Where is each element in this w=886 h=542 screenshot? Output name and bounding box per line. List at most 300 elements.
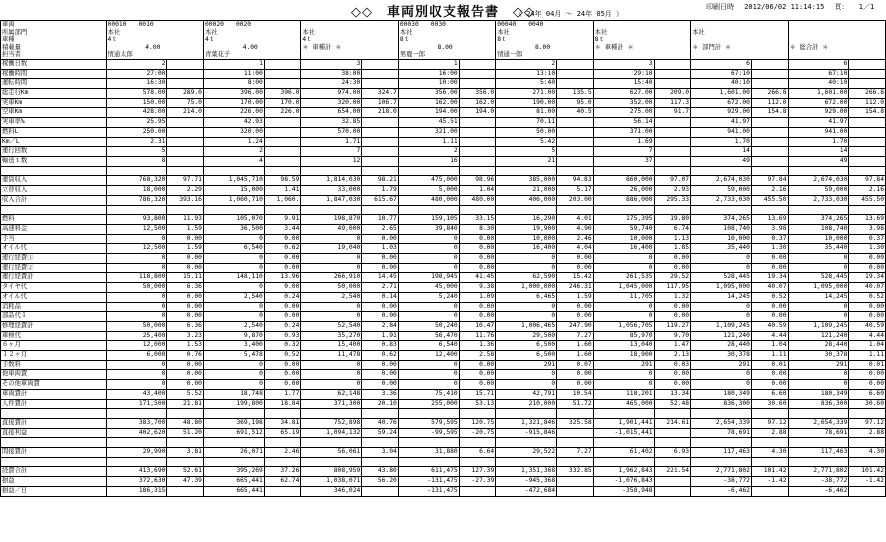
- ratio-cell: 356.0: [459, 89, 496, 99]
- ratio-cell: 455.50: [849, 195, 886, 205]
- ratio-cell: [167, 137, 204, 147]
- data-row: [1, 224, 886, 234]
- row-label: 実車率%: [1, 118, 107, 128]
- data-row: [1, 292, 886, 302]
- spacer-cell: [301, 205, 362, 215]
- ratio-cell: 0.00: [751, 302, 788, 312]
- ratio-cell: 14.45: [362, 273, 399, 283]
- value-cell: 2,771,802: [788, 467, 849, 477]
- ratio-cell: 1.59: [167, 224, 204, 234]
- value-cell: 2,654,339: [788, 418, 849, 428]
- ratio-cell: 13.69: [849, 215, 886, 225]
- value-cell: 15,400: [301, 341, 362, 351]
- value-cell: 7: [301, 147, 362, 157]
- value-cell: 1.11: [398, 137, 459, 147]
- value-cell: 5.42: [496, 137, 557, 147]
- spacer-cell: [788, 166, 849, 176]
- ratio-cell: 112.0: [849, 98, 886, 108]
- value-cell: 1,847,030: [301, 195, 362, 205]
- value-cell: 78,691: [691, 428, 752, 438]
- row-label: 燃料L: [1, 127, 107, 137]
- value-cell: 10,000: [496, 234, 557, 244]
- value-cell: 15:40: [593, 79, 654, 89]
- ratio-cell: [362, 147, 399, 157]
- vehicle-dept: 本社: [204, 28, 218, 36]
- ratio-cell: 40.76: [362, 418, 399, 428]
- ratio-cell: 2.46: [264, 448, 301, 458]
- value-cell: 1.71: [301, 137, 362, 147]
- value-cell: 12,500: [106, 224, 167, 234]
- print-meta: [706, 2, 880, 12]
- ratio-cell: 56.20: [362, 477, 399, 487]
- spacer-cell: [751, 205, 788, 215]
- ratio-cell: [459, 69, 496, 79]
- value-cell: 2.31: [106, 137, 167, 147]
- value-cell: 194.00: [398, 108, 459, 118]
- value-cell: 0: [593, 254, 654, 264]
- value-cell: 26,000: [593, 186, 654, 196]
- value-cell: 570.00: [301, 127, 362, 137]
- ratio-cell: 4.30: [751, 448, 788, 458]
- data-row: [1, 137, 886, 147]
- value-cell: 1.24: [203, 137, 264, 147]
- value-cell: 8: [106, 157, 167, 167]
- header-label: 担当者: [2, 51, 21, 59]
- ratio-cell: 0.93: [264, 331, 301, 341]
- value-cell: 0: [496, 312, 557, 322]
- ratio-cell: [264, 79, 301, 89]
- value-cell: 672.00: [788, 98, 849, 108]
- ratio-cell: [557, 118, 594, 128]
- spacer-cell: [459, 457, 496, 467]
- value-cell: 1,056,705: [593, 321, 654, 331]
- ratio-cell: 94.83: [557, 176, 594, 186]
- value-cell: 6,500: [496, 341, 557, 351]
- ratio-cell: 0.00: [849, 312, 886, 322]
- value-cell: -1,076,843: [593, 477, 654, 487]
- ratio-cell: 98.96: [459, 176, 496, 186]
- ratio-cell: -1.42: [751, 477, 788, 487]
- value-cell: 11:00: [203, 69, 264, 79]
- value-cell: 475,000: [398, 176, 459, 186]
- ratio-cell: 101.42: [849, 467, 886, 477]
- ratio-cell: 3.04: [362, 448, 399, 458]
- value-cell: 40:10: [691, 79, 752, 89]
- ratio-cell: 97.12: [751, 418, 788, 428]
- value-cell: 12,500: [106, 244, 167, 254]
- ratio-cell: 6.74: [654, 224, 691, 234]
- data-row: [1, 263, 886, 273]
- spacer-cell: [106, 166, 167, 176]
- ratio-cell: [557, 157, 594, 167]
- ratio-cell: 0.00: [167, 263, 204, 273]
- vehicle-header: [496, 21, 593, 60]
- row-label: 経費合計: [1, 467, 107, 477]
- ratio-cell: 95.0: [557, 98, 594, 108]
- page-number: 1／1: [858, 3, 875, 11]
- value-cell: 50,000: [106, 321, 167, 331]
- ratio-cell: [264, 127, 301, 137]
- value-cell: 1,095,000: [691, 283, 752, 293]
- ratio-cell: 1.36: [459, 341, 496, 351]
- value-cell: 14,245: [691, 292, 752, 302]
- ratio-cell: [557, 477, 594, 487]
- ratio-cell: [167, 69, 204, 79]
- value-cell: 2,771,802: [691, 467, 752, 477]
- ratio-cell: 1.77: [264, 389, 301, 399]
- value-cell: 320.00: [301, 98, 362, 108]
- spacer-cell: [459, 438, 496, 448]
- ratio-cell: 13.34: [654, 389, 691, 399]
- ratio-cell: 0.00: [167, 234, 204, 244]
- value-cell: 6,540: [398, 341, 459, 351]
- ratio-cell: 40.07: [751, 283, 788, 293]
- ratio-cell: 91.7: [654, 108, 691, 118]
- vehicle-code: 00020: [204, 21, 224, 28]
- ratio-cell: 4.44: [849, 331, 886, 341]
- ratio-cell: 19.80: [654, 215, 691, 225]
- ratio-cell: 112.0: [751, 98, 788, 108]
- ratio-cell: 0.62: [362, 351, 399, 361]
- value-cell: 0: [106, 263, 167, 273]
- data-row: [1, 477, 886, 487]
- value-cell: 29,500: [496, 331, 557, 341]
- value-cell: 2: [203, 147, 264, 157]
- row-label: 修理経費計: [1, 321, 107, 331]
- spacer-cell: [167, 166, 204, 176]
- value-cell: 0: [203, 370, 264, 380]
- value-cell: 1,962,843: [593, 467, 654, 477]
- row-label: 運行経費①: [1, 254, 107, 264]
- value-cell: 627.00: [593, 89, 654, 99]
- ratio-cell: 0.83: [362, 341, 399, 351]
- value-cell: 45,000: [398, 283, 459, 293]
- value-cell: 0: [398, 370, 459, 380]
- ratio-cell: 2.13: [654, 351, 691, 361]
- value-cell: 10,000: [593, 234, 654, 244]
- data-row: [1, 283, 886, 293]
- ratio-cell: 170.0: [264, 98, 301, 108]
- value-cell: 70.11: [496, 118, 557, 128]
- ratio-cell: 0.00: [264, 234, 301, 244]
- ratio-cell: [751, 127, 788, 137]
- ratio-cell: 0.00: [849, 263, 886, 273]
- value-cell: 121,240: [788, 331, 849, 341]
- vehicle-code: 00040: [497, 21, 517, 28]
- spacer-cell: [751, 409, 788, 419]
- ratio-cell: [654, 79, 691, 89]
- value-cell: 16,400: [593, 244, 654, 254]
- spacer-cell: [654, 438, 691, 448]
- row-label: 稼働時間: [1, 69, 107, 79]
- value-cell: 0: [398, 312, 459, 322]
- spacer-cell: [362, 438, 399, 448]
- ratio-cell: 1.59: [167, 244, 204, 254]
- ratio-cell: 0.00: [167, 380, 204, 390]
- value-cell: 0: [398, 380, 459, 390]
- ratio-cell: 0.00: [264, 263, 301, 273]
- ratio-cell: 0.00: [167, 292, 204, 302]
- value-cell: 59,740: [593, 224, 654, 234]
- data-row: [1, 312, 886, 322]
- spacer-cell: [264, 409, 301, 419]
- value-cell: 30,378: [691, 351, 752, 361]
- value-cell: 32.85: [301, 118, 362, 128]
- ratio-cell: 0.00: [459, 302, 496, 312]
- ratio-cell: 41.45: [459, 273, 496, 283]
- value-cell: 2,733,030: [691, 195, 752, 205]
- vehicle-type: 8ｔ: [497, 36, 508, 44]
- spacer-cell: [459, 409, 496, 419]
- ratio-cell: [654, 127, 691, 137]
- ratio-cell: 0.00: [362, 380, 399, 390]
- value-cell: 0: [398, 360, 459, 370]
- value-cell: 16,400: [496, 244, 557, 254]
- value-cell: 0: [106, 234, 167, 244]
- value-cell: 5: [496, 147, 557, 157]
- value-cell: 0: [788, 254, 849, 264]
- row-label: 運行回数: [1, 147, 107, 157]
- value-cell: 56.14: [593, 118, 654, 128]
- ratio-cell: 10.54: [557, 389, 594, 399]
- data-row: [1, 118, 886, 128]
- ratio-cell: [264, 486, 301, 496]
- spacer-cell: [849, 438, 886, 448]
- value-cell: 752,898: [301, 418, 362, 428]
- ratio-cell: 13.96: [264, 273, 301, 283]
- row-label: 損益／日: [1, 486, 107, 496]
- value-cell: 691,512: [203, 428, 264, 438]
- vehicle-type: 4ｔ: [302, 36, 313, 44]
- ratio-cell: 266.8: [751, 89, 788, 99]
- vehicle-type: 8ｔ: [399, 36, 410, 44]
- ratio-cell: 0.37: [849, 234, 886, 244]
- ratio-cell: 10.77: [362, 215, 399, 225]
- spacer-cell: [1, 409, 107, 419]
- value-cell: 1.70: [691, 137, 752, 147]
- ratio-cell: 9.38: [459, 283, 496, 293]
- ratio-cell: 15.11: [167, 273, 204, 283]
- ratio-cell: 75.0: [167, 98, 204, 108]
- ratio-cell: 615.67: [362, 195, 399, 205]
- spacer-row: [1, 409, 886, 419]
- ratio-cell: [362, 118, 399, 128]
- value-cell: 0: [593, 302, 654, 312]
- value-cell: 528,445: [788, 273, 849, 283]
- ratio-cell: 0.00: [362, 312, 399, 322]
- value-cell: 171,500: [106, 399, 167, 409]
- ratio-cell: 2.29: [167, 186, 204, 196]
- value-cell: 0: [203, 234, 264, 244]
- ratio-cell: 3.81: [167, 448, 204, 458]
- ratio-cell: 455.50: [751, 195, 788, 205]
- data-row: [1, 195, 886, 205]
- value-cell: 50.00: [496, 127, 557, 137]
- row-label: 手数料: [1, 360, 107, 370]
- vehicle-load: 8.00: [437, 43, 453, 51]
- ratio-cell: 246.31: [557, 283, 594, 293]
- spacer-cell: [362, 205, 399, 215]
- value-cell: 2,674,030: [788, 176, 849, 186]
- ratio-cell: [557, 137, 594, 147]
- value-cell: -99,595: [398, 428, 459, 438]
- value-cell: 320.00: [203, 127, 264, 137]
- spacer-cell: [654, 166, 691, 176]
- value-cell: 1,351,368: [496, 467, 557, 477]
- ratio-cell: 214.0: [167, 108, 204, 118]
- value-cell: 35,270: [301, 331, 362, 341]
- spacer-cell: [788, 457, 849, 467]
- value-cell: 38:00: [301, 69, 362, 79]
- spacer-cell: [849, 409, 886, 419]
- value-cell: 2: [106, 59, 167, 69]
- ratio-cell: 0.00: [654, 370, 691, 380]
- value-cell: 9,870: [203, 331, 264, 341]
- value-cell: 0: [301, 380, 362, 390]
- ratio-cell: [654, 69, 691, 79]
- ratio-cell: 15.71: [459, 389, 496, 399]
- spacer-cell: [203, 457, 264, 467]
- value-cell: 11,705: [593, 292, 654, 302]
- row-label: ６ヶ月: [1, 341, 107, 351]
- value-cell: 396.00: [203, 89, 264, 99]
- value-cell: 93,800: [106, 215, 167, 225]
- vehicle-type: 4ｔ: [107, 36, 118, 44]
- ratio-cell: 0.03: [654, 360, 691, 370]
- vehicle-dept: 本社: [302, 28, 315, 36]
- ratio-cell: 0.00: [751, 254, 788, 264]
- value-cell: 1,814,030: [301, 176, 362, 186]
- value-cell: 1,601.00: [788, 89, 849, 99]
- print-date-label: 印刷日時: [706, 3, 734, 11]
- row-label: 収入合計: [1, 195, 107, 205]
- value-cell: 28,440: [691, 341, 752, 351]
- value-cell: 372,630: [106, 477, 167, 487]
- ratio-cell: 43.80: [362, 467, 399, 477]
- ratio-cell: [557, 486, 594, 496]
- row-label: 損益: [1, 477, 107, 487]
- value-cell: 275.00: [593, 108, 654, 118]
- value-cell: 0: [691, 302, 752, 312]
- value-cell: 941.00: [691, 127, 752, 137]
- value-cell: 0: [301, 263, 362, 273]
- spacer-cell: [593, 457, 654, 467]
- spacer-cell: [459, 205, 496, 215]
- ratio-cell: [654, 486, 691, 496]
- ratio-cell: 0.00: [264, 254, 301, 264]
- spacer-cell: [362, 166, 399, 176]
- ratio-cell: 154.8: [849, 108, 886, 118]
- spacer-cell: [691, 409, 752, 419]
- value-cell: 0: [788, 302, 849, 312]
- ratio-cell: 0.52: [849, 292, 886, 302]
- spacer-cell: [691, 166, 752, 176]
- value-cell: 0: [203, 263, 264, 273]
- ratio-cell: 53.13: [459, 399, 496, 409]
- ratio-cell: 9.91: [264, 215, 301, 225]
- value-cell: 291: [788, 360, 849, 370]
- data-row: [1, 176, 886, 186]
- value-cell: 1.69: [593, 137, 654, 147]
- spacer-cell: [788, 409, 849, 419]
- ratio-cell: 1.53: [167, 341, 204, 351]
- ratio-cell: [654, 428, 691, 438]
- value-cell: 108,740: [691, 224, 752, 234]
- ratio-cell: 97.12: [849, 418, 886, 428]
- ratio-cell: [751, 59, 788, 69]
- row-label: 手当: [1, 234, 107, 244]
- value-cell: 49: [691, 157, 752, 167]
- value-cell: 0: [593, 312, 654, 322]
- ratio-cell: [167, 127, 204, 137]
- spacer-cell: [398, 166, 459, 176]
- ratio-cell: 117.95: [654, 283, 691, 293]
- value-cell: 75,410: [398, 389, 459, 399]
- spacer-cell: [203, 166, 264, 176]
- data-row: [1, 98, 886, 108]
- ratio-cell: 30.60: [751, 399, 788, 409]
- value-cell: 56,061: [301, 448, 362, 458]
- ratio-cell: 0.00: [264, 312, 301, 322]
- value-cell: 291: [691, 360, 752, 370]
- ratio-cell: 1.04: [459, 186, 496, 196]
- value-cell: 37: [593, 157, 654, 167]
- ratio-cell: 3.23: [167, 331, 204, 341]
- value-cell: 0: [398, 302, 459, 312]
- ratio-cell: 0.00: [167, 360, 204, 370]
- data-row: [1, 215, 886, 225]
- ratio-cell: 0.00: [654, 312, 691, 322]
- value-cell: 929.00: [691, 108, 752, 118]
- ratio-cell: 2.65: [362, 224, 399, 234]
- value-cell: 56,470: [398, 331, 459, 341]
- spacer-cell: [1, 166, 107, 176]
- ratio-cell: 0.00: [557, 370, 594, 380]
- value-cell: 226.00: [203, 108, 264, 118]
- value-cell: 198,945: [398, 273, 459, 283]
- value-cell: 19,040: [301, 244, 362, 254]
- vehicle-type: 8ｔ: [594, 36, 605, 44]
- value-cell: 611,475: [398, 467, 459, 477]
- ratio-cell: 19.34: [849, 273, 886, 283]
- spacer-cell: [496, 457, 557, 467]
- ratio-cell: [167, 59, 204, 69]
- ratio-cell: 0.00: [459, 370, 496, 380]
- value-cell: 0: [691, 312, 752, 322]
- ratio-cell: 0.62: [264, 244, 301, 254]
- ratio-cell: 0.00: [362, 302, 399, 312]
- row-label: 輸送ｔ数: [1, 157, 107, 167]
- row-label: 立替収入: [1, 186, 107, 196]
- value-cell: -1,015,441: [593, 428, 654, 438]
- row-label: 高速料金: [1, 224, 107, 234]
- ratio-cell: [654, 59, 691, 69]
- value-cell: 33,000: [301, 186, 362, 196]
- spacer-cell: [751, 438, 788, 448]
- ratio-cell: 117.3: [654, 98, 691, 108]
- value-cell: 2,540: [203, 321, 264, 331]
- ratio-cell: 4.01: [557, 215, 594, 225]
- value-cell: 13:10: [496, 69, 557, 79]
- value-cell: 10:00: [398, 79, 459, 89]
- ratio-cell: 0.00: [654, 263, 691, 273]
- ratio-cell: 7.27: [557, 448, 594, 458]
- ratio-cell: 0.00: [459, 380, 496, 390]
- value-cell: 2,540: [301, 292, 362, 302]
- ratio-cell: 51.72: [557, 399, 594, 409]
- data-row: [1, 448, 886, 458]
- value-cell: 0: [106, 360, 167, 370]
